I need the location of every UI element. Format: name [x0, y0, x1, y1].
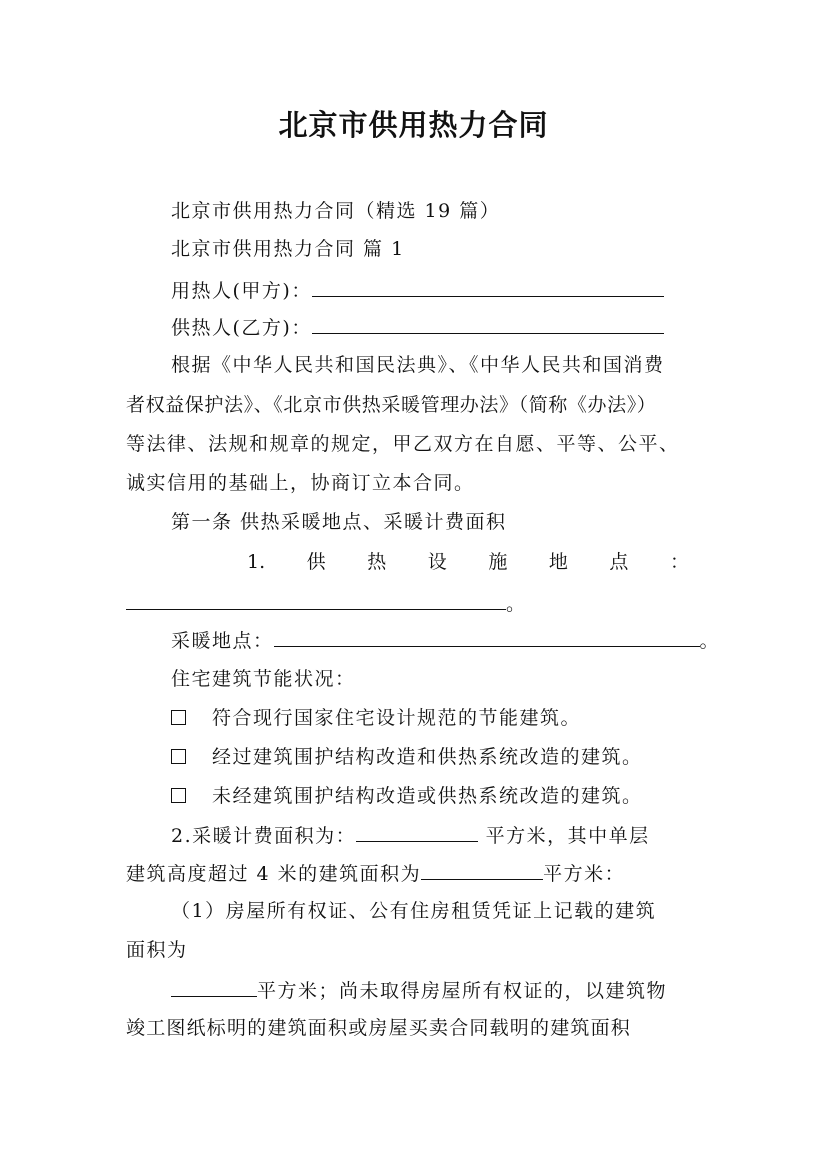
sub-item-1-line-4: 竣工图纸标明的建筑面积或房屋买卖合同载明的建筑面积: [126, 1017, 632, 1039]
document-title: 北京市供用热力合同: [278, 108, 549, 142]
item-2-line-2: [126, 861, 625, 886]
heating-location-blank: [274, 628, 700, 647]
item-1-char: 施: [488, 551, 508, 573]
party-a-label: 用热人(甲方)：: [171, 280, 312, 302]
sub-item-1-line-2: 面积为: [126, 939, 188, 961]
intro-paragraph-line-4: 诚实信用的基础上，协商订立本合同。: [126, 472, 475, 494]
item-2-label: 2.采暖计费面积为：: [171, 825, 357, 847]
party-a-blank: [312, 278, 664, 297]
facility-location-blank: [126, 591, 506, 610]
item-2-text: 平方米，其中单层: [478, 825, 650, 847]
item-1-heading: [247, 550, 689, 574]
party-b-label: 供热人(乙方)：: [171, 317, 312, 339]
item-2-line-2-unit: 平方米：: [543, 863, 626, 885]
heating-area-blank: [356, 823, 478, 842]
heating-location-end: 。: [699, 630, 721, 652]
heating-location-label: 采暖地点：: [171, 630, 274, 652]
party-b-line: [171, 315, 664, 340]
item-2-line-1: [171, 823, 650, 848]
sub-item-1-line-3-text: 平方米；尚未取得房屋所有权证的，以建筑物: [257, 980, 668, 1002]
item-1-char: 热: [367, 551, 387, 573]
certificate-area-blank: [171, 978, 257, 997]
intro-paragraph-line-2: 者权益保护法》、《北京市供热采暖管理办法》（简称《办法》）: [126, 394, 657, 416]
option-1-checkbox[interactable]: [171, 710, 186, 725]
option-1-text: 符合现行国家住宅设计规范的节能建筑。: [212, 707, 582, 729]
item-2-line-2-text: 建筑高度超过 4 米的建筑面积为: [126, 863, 422, 885]
intro-paragraph-line-1: 根据《中华人民共和国民法典》、《中华人民共和国消费: [171, 354, 665, 376]
option-3-text: 未经建筑围护结构改造或供热系统改造的建筑。: [212, 785, 643, 807]
option-3: [171, 784, 643, 808]
tall-area-blank: [421, 861, 543, 880]
item-1-char: 1.: [247, 551, 266, 573]
option-3-checkbox[interactable]: [171, 788, 186, 803]
sub-item-1-line-3: [171, 978, 667, 1003]
article-1-heading: 第一条 供热采暖地点、采暖计费面积: [171, 511, 507, 533]
option-2: [171, 745, 643, 769]
subtitle: 北京市供用热力合同（精选 19 篇）: [171, 200, 501, 222]
option-1: [171, 706, 581, 730]
item-1-char: 设: [427, 551, 447, 573]
item-1-blank-line: [126, 591, 527, 616]
party-b-blank: [312, 315, 664, 334]
heating-location-line: [171, 628, 720, 653]
item-1-char: ：: [669, 551, 689, 573]
chapter-heading: 北京市供用热力合同 篇 1: [171, 238, 405, 260]
intro-paragraph-line-3: 等法律、法规和规章的规定，甲乙双方在自愿、平等、公平、: [126, 433, 680, 455]
sub-item-1-line-1: （1）房屋所有权证、公有住房租赁凭证上记载的建筑: [171, 900, 657, 922]
option-2-checkbox[interactable]: [171, 749, 186, 764]
option-2-text: 经过建筑围护结构改造和供热系统改造的建筑。: [212, 746, 643, 768]
item-1-char: 地: [548, 551, 568, 573]
item-1-char: 点: [609, 551, 629, 573]
item-1-char: 供: [306, 551, 326, 573]
item-1-end: 。: [506, 593, 527, 615]
party-a-line: [171, 278, 664, 303]
energy-status-label: 住宅建筑节能状况：: [171, 668, 356, 690]
